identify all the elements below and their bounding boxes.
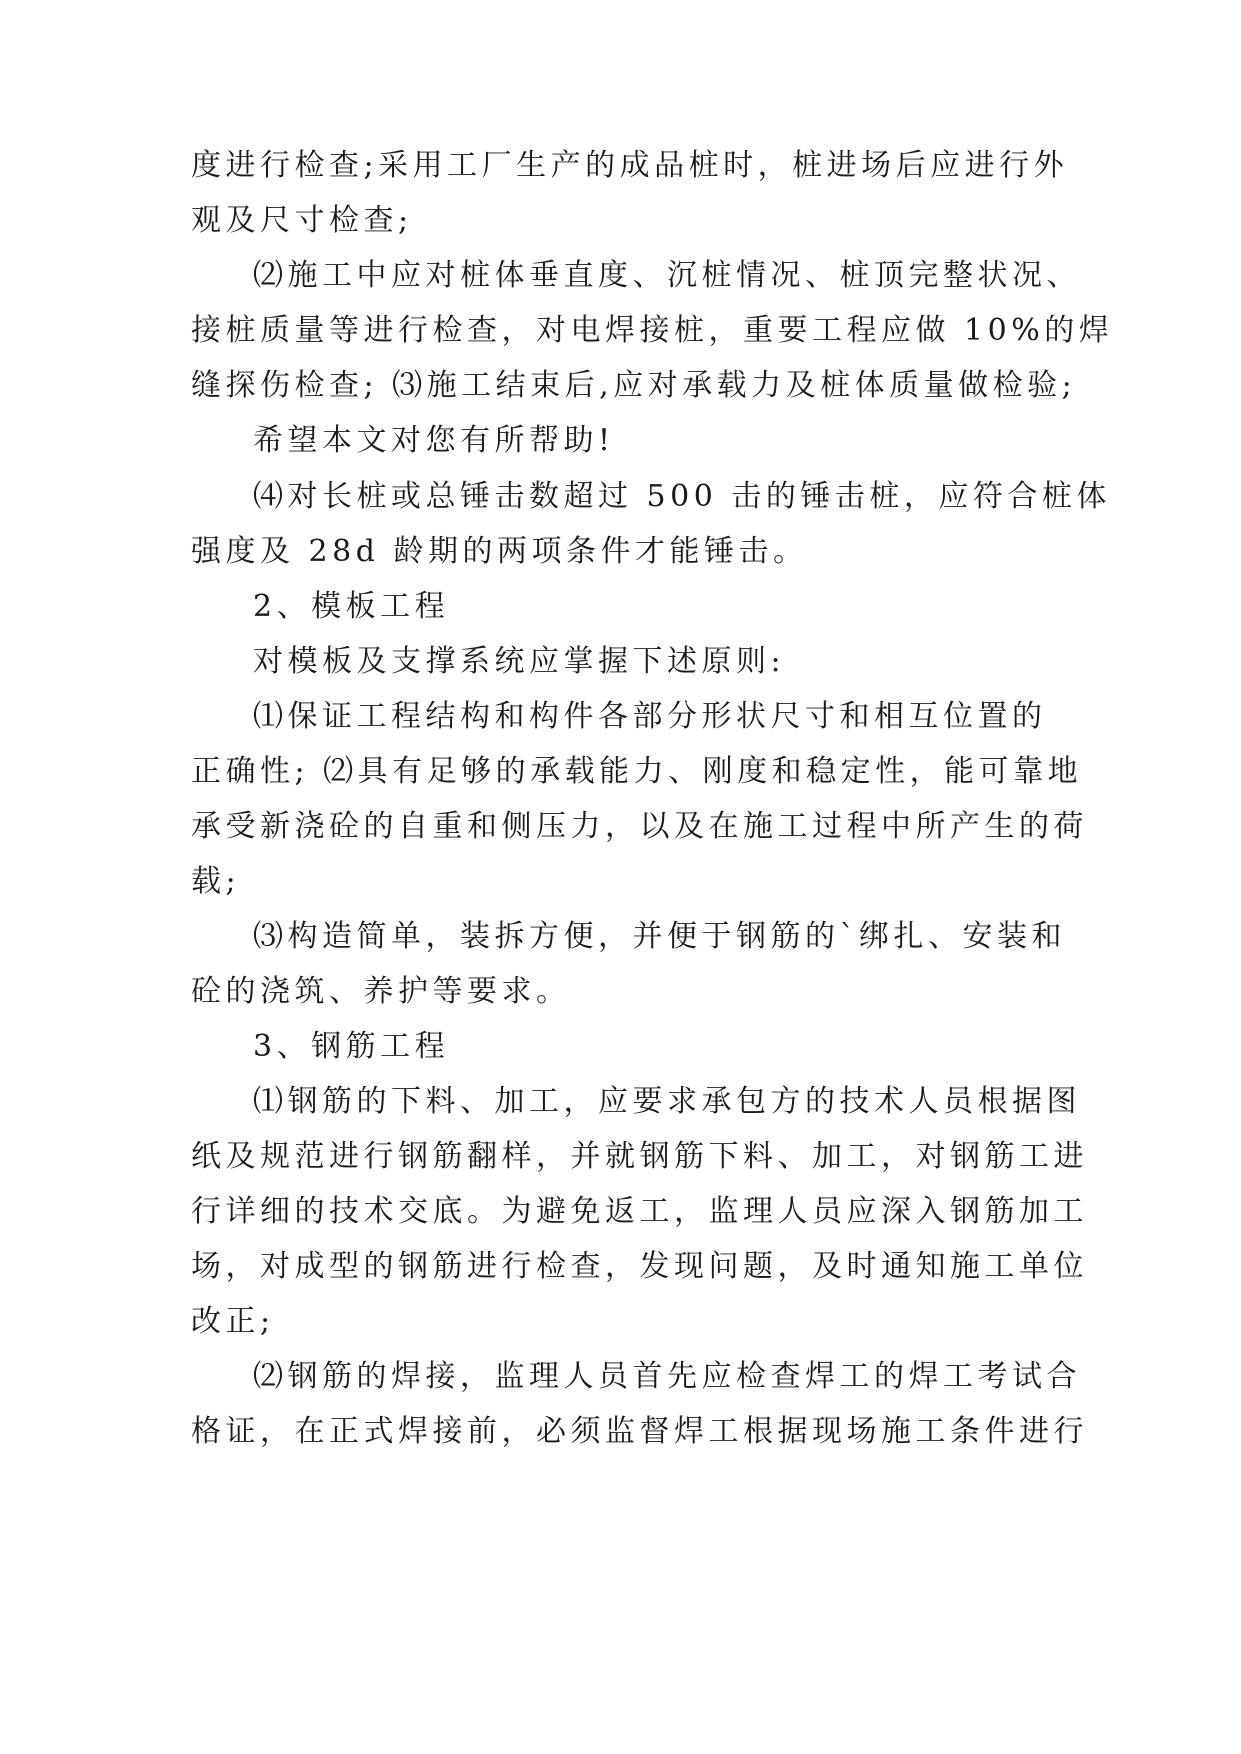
text-line: 砼的浇筑、养护等要求。 bbox=[191, 974, 571, 1009]
section-heading: 3、钢筋工程 bbox=[253, 1029, 450, 1064]
paragraph-start-line: ⑴钢筋的下料、加工，应要求承包方的技术人员根据图 bbox=[253, 1084, 1081, 1119]
text-line: 格证，在正式焊接前，必须监督焊工根据现场施工条件进行 bbox=[191, 1414, 1088, 1449]
section-heading: 2、模板工程 bbox=[253, 589, 450, 624]
text-line: 承受新浇砼的自重和侧压力，以及在施工过程中所产生的荷 bbox=[191, 809, 1088, 844]
paragraph-start-line: 对模板及支撑系统应掌握下述原则: bbox=[253, 644, 786, 679]
text-line: 缝探伤检查; ⑶施工结束后,应对承载力及桩体质量做检验; bbox=[191, 368, 1077, 403]
text-line: 强度及 28d 龄期的两项条件才能锤击。 bbox=[191, 534, 808, 569]
paragraph-start-line: ⑶构造简单，装拆方便，并便于钢筋的`绑扎、安装和 bbox=[253, 919, 1066, 954]
text-line: 行详细的技术交底。为避免返工，监理人员应深入钢筋加工 bbox=[191, 1194, 1088, 1229]
text-line: 纸及规范进行钢筋翻样，并就钢筋下料、加工，对钢筋工进 bbox=[191, 1139, 1088, 1174]
paragraph-start-line: ⑵钢筋的焊接，监理人员首先应检查焊工的焊工考试合 bbox=[253, 1359, 1081, 1394]
paragraph-start-line: ⑵施工中应对桩体垂直度、沉桩情况、桩顶完整状况、 bbox=[253, 258, 1081, 293]
text-line: 场，对成型的钢筋进行检查，发现问题，及时通知施工单位 bbox=[191, 1249, 1088, 1284]
text-line: 度进行检查;采用工厂生产的成品桩时，桩进场后应进行外 bbox=[191, 148, 1069, 183]
text-line: 载; bbox=[191, 864, 241, 899]
paragraph-start-line: 希望本文对您有所帮助! bbox=[253, 423, 615, 458]
text-line: 正确性; ⑵具有足够的承载能力、刚度和稳定性，能可靠地 bbox=[191, 754, 1083, 789]
text-line: 改正; bbox=[191, 1304, 275, 1339]
text-line: 观及尺寸检查; bbox=[191, 203, 413, 238]
paragraph-start-line: ⑷对长桩或总锤击数超过 500 击的锤击桩，应符合桩体 bbox=[253, 479, 1111, 514]
paragraph-start-line: ⑴保证工程结构和构件各部分形状尺寸和相互位置的 bbox=[253, 699, 1047, 734]
text-line: 接桩质量等进行检查，对电焊接桩，重要工程应做 10%的焊 bbox=[191, 313, 1114, 348]
